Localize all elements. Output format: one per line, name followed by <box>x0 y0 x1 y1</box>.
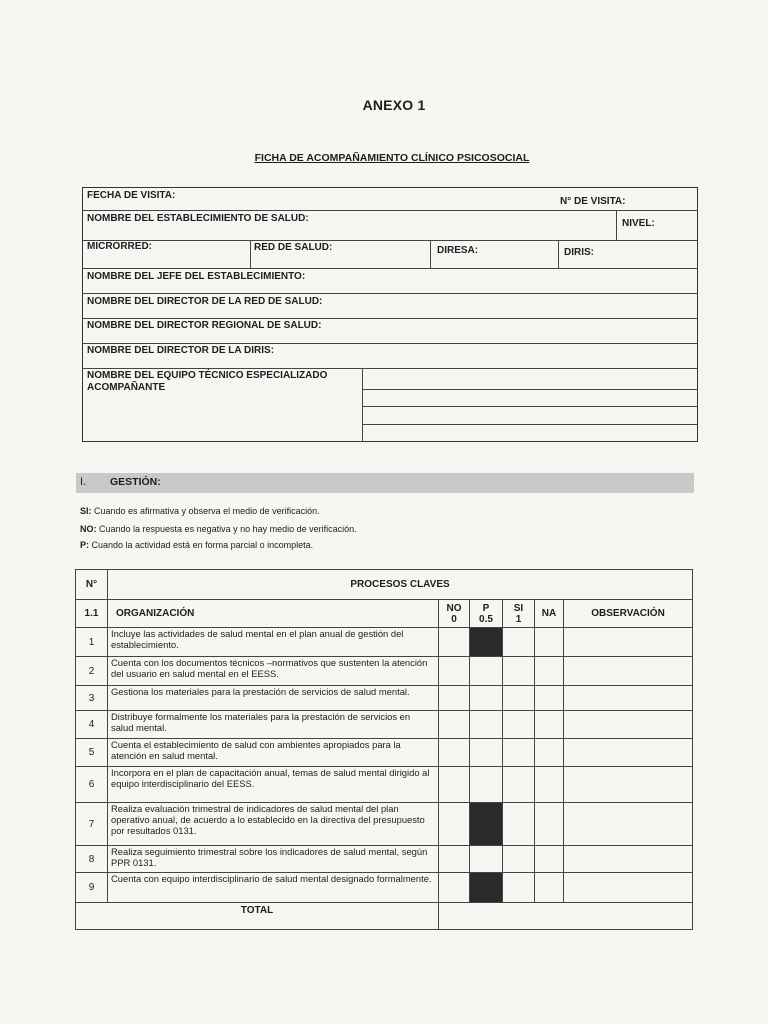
table-row <box>76 657 693 686</box>
legend-p <box>80 540 313 550</box>
row-number: 3 <box>76 686 108 711</box>
header-number: N° <box>76 570 108 600</box>
label-numero-visita: N° DE VISITA: <box>560 196 626 207</box>
column-observacion: OBSERVACIÓN <box>564 600 693 628</box>
cell-no[interactable] <box>439 739 470 767</box>
cell-no[interactable] <box>439 686 470 711</box>
table-row <box>76 803 693 846</box>
label-fecha-visita: FECHA DE VISITA: <box>87 190 176 201</box>
cell-observacion[interactable] <box>564 803 693 846</box>
cell-si[interactable] <box>503 739 535 767</box>
cell-observacion[interactable] <box>564 846 693 873</box>
cell-na[interactable] <box>535 767 564 803</box>
label-director-red: NOMBRE DEL DIRECTOR DE LA RED DE SALUD: <box>87 296 323 307</box>
cell-observacion[interactable] <box>564 628 693 657</box>
row-description: Realiza seguimiento trimestral sobre los indicadores de salud mental, según PPR 0131. <box>108 846 439 873</box>
cell-no[interactable] <box>439 657 470 686</box>
cell-p[interactable] <box>470 767 503 803</box>
cell-p-shaded <box>470 873 503 903</box>
row-description: Incluye las actividades de salud mental en el plan anual de gestión del establecimiento. <box>108 628 439 657</box>
form-divider <box>82 240 698 241</box>
cell-p[interactable] <box>470 657 503 686</box>
row-number: 2 <box>76 657 108 686</box>
column-no-label: NO <box>446 602 462 614</box>
form-divider <box>362 389 698 390</box>
form-divider <box>82 318 698 319</box>
column-no <box>439 600 470 628</box>
label-diris: DIRIS: <box>564 247 594 258</box>
cell-si[interactable] <box>503 873 535 903</box>
table-subheader-row <box>76 600 693 628</box>
section-title: GESTIÓN: <box>110 476 161 488</box>
cell-no[interactable] <box>439 846 470 873</box>
label-director-diris: NOMBRE DEL DIRECTOR DE LA DIRIS: <box>87 345 275 356</box>
subheader-organizacion: ORGANIZACIÓN <box>108 600 439 628</box>
table-row <box>76 873 693 903</box>
cell-p[interactable] <box>470 686 503 711</box>
form-divider <box>430 240 431 268</box>
cell-p[interactable] <box>470 846 503 873</box>
column-p <box>470 600 503 628</box>
form-divider <box>82 368 698 369</box>
label-jefe-establecimiento: NOMBRE DEL JEFE DEL ESTABLECIMIENTO: <box>87 271 306 282</box>
table-row <box>76 686 693 711</box>
label-establecimiento: NOMBRE DEL ESTABLECIMIENTO DE SALUD: <box>87 213 309 224</box>
form-divider <box>82 343 698 344</box>
label-equipo-acompanante: ACOMPAÑANTE <box>87 382 166 393</box>
cell-no[interactable] <box>439 711 470 739</box>
total-label: TOTAL <box>76 903 439 930</box>
cell-si[interactable] <box>503 803 535 846</box>
row-description: Realiza evaluación trimestral de indicadores de salud mental del plan operativo anual, de acuerdo a lo establecido en la directiva del presupuesto por resultados 0131. <box>108 803 439 846</box>
form-divider <box>250 240 251 268</box>
label-microrred: MICRORRED: <box>87 241 152 252</box>
cell-no[interactable] <box>439 873 470 903</box>
form-divider <box>362 368 363 442</box>
cell-na[interactable] <box>535 846 564 873</box>
cell-p-shaded <box>470 628 503 657</box>
cell-observacion[interactable] <box>564 739 693 767</box>
total-row <box>76 903 693 930</box>
table-row <box>76 711 693 739</box>
cell-si[interactable] <box>503 846 535 873</box>
cell-si[interactable] <box>503 628 535 657</box>
row-description: Cuenta con equipo interdisciplinario de salud mental designado formalmente. <box>108 873 439 903</box>
row-number: 6 <box>76 767 108 803</box>
cell-na[interactable] <box>535 711 564 739</box>
cell-observacion[interactable] <box>564 711 693 739</box>
label-director-regional: NOMBRE DEL DIRECTOR REGIONAL DE SALUD: <box>87 320 322 331</box>
cell-no[interactable] <box>439 628 470 657</box>
column-p-value: 0.5 <box>479 613 493 625</box>
row-number: 9 <box>76 873 108 903</box>
cell-na[interactable] <box>535 739 564 767</box>
cell-si[interactable] <box>503 767 535 803</box>
page-title: ANEXO 1 <box>362 97 426 113</box>
legend-si-text: Cuando es afirmativa y observa el medio de verificación. <box>91 506 320 516</box>
cell-na[interactable] <box>535 657 564 686</box>
row-description: Cuenta el establecimiento de salud con ambientes apropiados para la atención en salud mental. <box>108 739 439 767</box>
cell-na[interactable] <box>535 873 564 903</box>
legend-no <box>80 524 357 534</box>
row-number: 7 <box>76 803 108 846</box>
legend-p-key: P: <box>80 540 89 550</box>
form-divider <box>82 210 698 211</box>
cell-p[interactable] <box>470 739 503 767</box>
row-number: 5 <box>76 739 108 767</box>
form-subtitle: FICHA DE ACOMPAÑAMIENTO CLÍNICO PSICOSOCIAL <box>254 152 530 164</box>
cell-observacion[interactable] <box>564 686 693 711</box>
form-divider <box>616 210 617 240</box>
label-diresa: DIRESA: <box>437 245 479 256</box>
legend-p-text: Cuando la actividad está en forma parcial o incompleta. <box>89 540 314 550</box>
row-number: 8 <box>76 846 108 873</box>
form-divider <box>82 268 698 269</box>
legend-si <box>80 506 320 516</box>
legend-no-key: NO: <box>80 524 97 534</box>
table-row <box>76 628 693 657</box>
cell-observacion[interactable] <box>564 657 693 686</box>
section-header-bar <box>76 473 694 493</box>
row-number: 1 <box>76 628 108 657</box>
cell-na[interactable] <box>535 628 564 657</box>
cell-p-shaded <box>470 803 503 846</box>
table-row <box>76 846 693 873</box>
row-description: Cuenta con los documentos técnicos –normativos que sustenten la atención del usuario en salud mental en el EESS. <box>108 657 439 686</box>
label-nivel: NIVEL: <box>622 218 655 229</box>
cell-na[interactable] <box>535 686 564 711</box>
form-divider <box>362 406 698 407</box>
label-equipo-tecnico: NOMBRE DEL EQUIPO TÉCNICO ESPECIALIZADO <box>87 370 328 381</box>
cell-si[interactable] <box>503 686 535 711</box>
subheader-number: 1.1 <box>76 600 108 628</box>
section-number: I. <box>80 476 87 488</box>
column-no-value: 0 <box>451 613 457 625</box>
procesos-claves-table <box>75 569 693 930</box>
cell-no[interactable] <box>439 767 470 803</box>
cell-si[interactable] <box>503 711 535 739</box>
table-row <box>76 739 693 767</box>
cell-p[interactable] <box>470 711 503 739</box>
column-si-label: SI <box>513 602 524 614</box>
table-header-row <box>76 570 693 600</box>
form-divider <box>362 424 698 425</box>
cell-si[interactable] <box>503 657 535 686</box>
visit-info-form <box>82 187 698 442</box>
form-divider <box>558 240 559 268</box>
cell-no[interactable] <box>439 803 470 846</box>
form-divider <box>82 293 698 294</box>
row-description: Distribuye formalmente los materiales para la prestación de servicios en salud mental. <box>108 711 439 739</box>
row-description: Gestiona los materiales para la prestación de servicios de salud mental. <box>108 686 439 711</box>
column-si <box>503 600 535 628</box>
row-description: Incorpora en el plan de capacitación anual, temas de salud mental dirigido al equipo interdisciplinario del EESS. <box>108 767 439 803</box>
legend-no-text: Cuando la respuesta es negativa y no hay medio de verificación. <box>96 524 357 534</box>
cell-observacion[interactable] <box>564 767 693 803</box>
total-value-cell[interactable] <box>439 903 693 930</box>
cell-observacion[interactable] <box>564 873 693 903</box>
column-na: NA <box>535 600 564 628</box>
legend-si-key: SI: <box>80 506 92 516</box>
row-number: 4 <box>76 711 108 739</box>
cell-na[interactable] <box>535 803 564 846</box>
column-p-label: P <box>482 602 490 614</box>
column-si-value: 1 <box>515 613 522 625</box>
label-red-salud: RED DE SALUD: <box>254 242 333 253</box>
header-procesos-claves: PROCESOS CLAVES <box>108 570 693 600</box>
table-row <box>76 767 693 803</box>
